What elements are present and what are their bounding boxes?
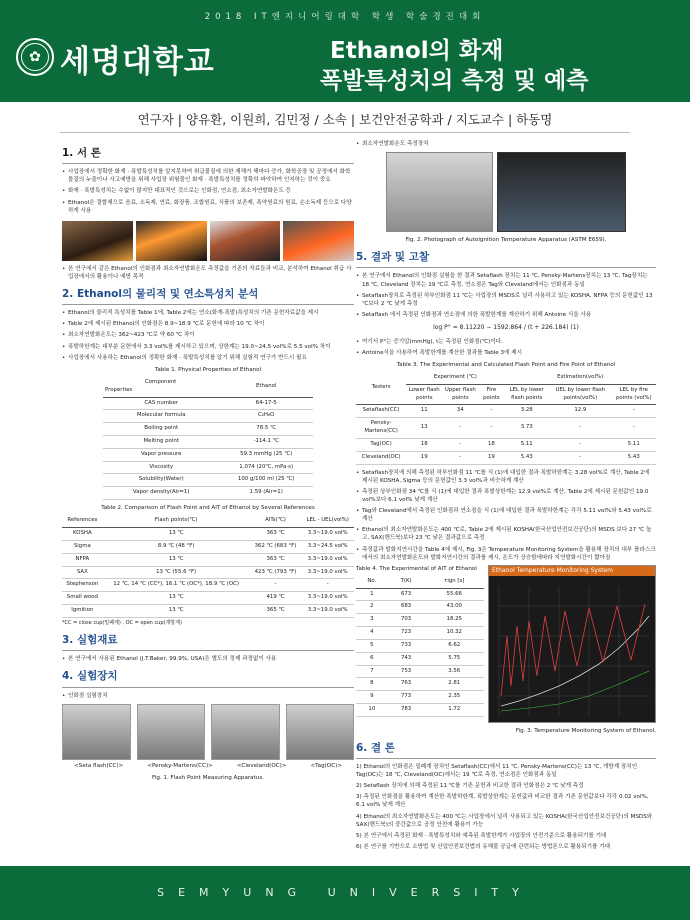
table-cell: Igmition bbox=[62, 605, 103, 618]
list-item: • 본 연구에서 같은 Ethanol의 인화점과 최소자연발화온도 측정값을 기존의 자료들과 비교, 분석하여 Ethanol 취급 사업장에서의 활용이나 예방 목적 bbox=[62, 265, 354, 281]
table4 bbox=[356, 576, 484, 717]
table-cell: 733 bbox=[388, 639, 425, 652]
table-cell: 3.3~19.0 vol% bbox=[301, 566, 354, 579]
table1-body bbox=[103, 397, 313, 500]
table-cell: 723 bbox=[388, 627, 425, 640]
table-cell: Boiling point bbox=[103, 423, 219, 436]
table4-block bbox=[356, 565, 484, 723]
table-cell: 3.3~19.0 vol% bbox=[301, 528, 354, 541]
table-cell: 3.56 bbox=[425, 665, 485, 678]
table1 bbox=[103, 377, 313, 500]
table-cell: C₂H₆O bbox=[219, 410, 313, 423]
table-cell: 59.3 mmHg (25 ℃) bbox=[219, 448, 313, 461]
table-cell: Setaflash(CC) bbox=[356, 405, 406, 418]
table-cell: SAX bbox=[62, 566, 103, 579]
table3 bbox=[356, 372, 656, 465]
apparatus-photo bbox=[211, 704, 280, 760]
table-cell: 703 bbox=[388, 614, 425, 627]
table-cell: 5.75 bbox=[425, 652, 485, 665]
table-row bbox=[103, 487, 313, 500]
list-item: • 측정된 상부인화점 34 ℃를 식 (1)에 대입한 결과 폭발상한계는 12.9 vol%로 계산, Table 2에 제시된 문헌값인 19.0 vol%보다 6.1 vol% 낮게 계산 bbox=[356, 488, 656, 504]
left-column bbox=[62, 140, 354, 785]
table-row bbox=[103, 423, 313, 436]
list-item: 4) Ethanol의 최소자연발화온도는 400 ℃는 사업장에서 널리 사용되고 있는 KOSHA(한국산업안전보건공단)의 MSDS와 SAX(핸드북)의 중간값으로 공정 안전에 활용이 가능 bbox=[356, 813, 653, 828]
event-title: 2018 IT엔지니어링대학 학생 학술경진대회 bbox=[204, 12, 486, 22]
list-item: • 사업장에서 사용하는 Ethanol의 정확한 화재 · 폭발특성치를 알기 위해 실험적 연구가 반드시 필요 bbox=[62, 354, 354, 362]
author-line: 연구자 | 양유환, 이원희, 김민정 / 소속 | 보건안전공학과 / 지도교수 | 하동명 bbox=[137, 112, 553, 127]
table-cell: 12.9 bbox=[549, 405, 611, 418]
list-item: • 여기서 P°는 증기압(mmHg), t는 측정된 인화점(℃)이다. bbox=[356, 338, 656, 346]
figure1-caption: Fig. 1. Flash Point Measuring Apparatus. bbox=[151, 774, 265, 781]
list-item: • Ethanol의 물리적 특성치를 Table 1에, Table 2에는 연소(화재·폭발)특성치의 기존 문헌자료값을 제시 bbox=[62, 309, 354, 317]
flash-point-apparatus-photos bbox=[62, 704, 354, 760]
table-cell: 2.81 bbox=[425, 678, 485, 691]
table-cell: 2.35 bbox=[425, 691, 485, 704]
list-item: 3) 측정된 인화점을 활용하여 계산한 폭발하한계, 폭발상한계는 문헌값과 비교한 결과 기존 문헌값보다 각각 0.02 vol%, 6.1 vol% 낮게 계산 bbox=[356, 794, 649, 809]
intro-bullets bbox=[62, 168, 354, 215]
table-cell: - bbox=[478, 405, 504, 418]
table-cell: 673 bbox=[388, 588, 425, 601]
table-header-cell bbox=[103, 377, 219, 397]
table-cell: 363 ℃ bbox=[250, 553, 302, 566]
list-item: • Setaflash 에서 측정된 인화점과 연소점에 의한 폭발한계를 계산하기 위해 Antoine 식을 사용 bbox=[356, 311, 656, 319]
table-cell: Solubility(Water) bbox=[103, 474, 219, 487]
table-cell: - bbox=[250, 579, 302, 592]
table-row bbox=[356, 704, 484, 717]
table-row bbox=[62, 579, 354, 592]
temperature-monitoring-chart bbox=[488, 565, 656, 723]
table-cell: - bbox=[549, 451, 611, 464]
table-header-cell: Lower flash points bbox=[406, 384, 442, 405]
table-row bbox=[356, 588, 484, 601]
table-header-group: Experiment (℃) bbox=[406, 372, 504, 384]
table-cell: 13 ℃ bbox=[103, 605, 250, 618]
antoine-equation: log P° = 8.11220 − 1592.864 / (t + 226.184) (1) bbox=[433, 323, 579, 331]
table-cell: Stephenson bbox=[62, 579, 103, 592]
fire-photo bbox=[136, 221, 207, 261]
table4-and-chart bbox=[356, 565, 656, 723]
list-item: • Table 2에 제시된 Ethanol의 인화점은 8.9~18.9 ℃로 문헌에 따라 10 ℃ 차이 bbox=[62, 320, 354, 328]
figure2-caption: Fig. 2. Photograph of Autoignition Temperature Apparatus (ASTM E659). bbox=[405, 237, 607, 244]
table-cell: 3 bbox=[356, 614, 388, 627]
fire-photo bbox=[283, 221, 354, 261]
list-item: 1) Ethanol의 인화점은 밀폐계 장치인 Setaflash(CC)에서 11 ℃, Pensky-Martens(CC)는 13 ℃, 개방계 장치인 Tag(OC)는 18 ℃, Cleveland(OC)에서는 19 ℃로 측정, 연소점은 인화점과 동일 bbox=[356, 764, 638, 779]
list-item: • 화재 · 폭발특성치는 수없이 많지만 대표적인 것으로는 인화점, 연소점, 최소자연발화온도 등 bbox=[62, 187, 354, 195]
table-cell: 13 ℃ bbox=[103, 528, 250, 541]
fire-photos bbox=[62, 221, 354, 261]
table-cell: - bbox=[442, 438, 478, 451]
table-cell: 3.3~19.0 vol% bbox=[301, 592, 354, 605]
apparatus-label: <Pensky-Martens(CC)> bbox=[147, 762, 213, 769]
poster-header bbox=[0, 0, 690, 102]
table-cell: 763 bbox=[388, 678, 425, 691]
list-item: • Setaflash장치로 측정된 하부인화점 11 ℃는 사업장의 MSDS로 널리 사용하고 있는 KOSHA, NFPA 등의 문헌값인 13 ℃보다 2 ℃ 낮게 측정 bbox=[356, 292, 656, 308]
table-cell: 10 bbox=[356, 704, 388, 717]
properties-bullets bbox=[62, 309, 354, 362]
table-row bbox=[356, 614, 484, 627]
table-header-cell: References bbox=[62, 515, 103, 527]
table-row bbox=[103, 410, 313, 423]
table-cell: 362 ℃ (683 °F) bbox=[250, 540, 302, 553]
table-header-cell: T(K) bbox=[388, 576, 425, 588]
table-row bbox=[62, 605, 354, 618]
table-cell: 3.73 bbox=[504, 418, 549, 439]
table-cell: 13 ℃ (55.6 °F) bbox=[103, 566, 250, 579]
poster-title-line1: Ethanol의 화재 bbox=[330, 38, 504, 64]
table-cell: 1.72 bbox=[425, 704, 485, 717]
table-cell: 11 bbox=[406, 405, 442, 418]
table-row bbox=[356, 665, 484, 678]
apparatus-label: <Tag(OC)> bbox=[310, 762, 342, 769]
table-cell: 8.9 ℃ (48 °F) bbox=[103, 540, 250, 553]
table-cell: 4 bbox=[356, 627, 388, 640]
table-cell: -114.1 ℃ bbox=[219, 436, 313, 449]
figure3-caption: Fig. 3. Temperature Monitoring System of Ethanol. bbox=[515, 727, 656, 734]
table2-caption: Table 2. Comparison of Flash Point and AIT of Ethanol by Several References bbox=[101, 505, 315, 512]
table-cell: Molecular formula bbox=[103, 410, 219, 423]
list-item: • 사업장에서 정확한 화재 · 폭발특성치를 알지못하여 취급물질에 의한 재해가 해마다 증가, 화학공장 및 공정에서 화학물질의 누출이나 사고예방을 위해 사업장 위험물인 화재 · 폭발특성치를 정확히 파악하여 인지하는 것이 중요 bbox=[62, 168, 354, 184]
table2-body bbox=[62, 528, 354, 618]
table-cell: Vapor density(Air=1) bbox=[103, 487, 219, 500]
table-row bbox=[103, 436, 313, 449]
table-cell: 34 bbox=[442, 405, 478, 418]
table-cell: - bbox=[549, 438, 611, 451]
table-header-row bbox=[356, 576, 484, 588]
table-row bbox=[62, 553, 354, 566]
table4-body bbox=[356, 588, 484, 716]
list-item: • Setaflash장치에 의해 측정된 하부인화점 11 ℃를 식 (1)에 대입한 결과 폭발하한계는 3.28 vol%로 계산, Table 2에 제시된 KOSHA, Sigma 등의 문헌값인 3.3 vol%과 비슷하게 계산 bbox=[356, 469, 656, 485]
table-cell: Sigma bbox=[62, 540, 103, 553]
poster-footer: SEMYUNG UNIVERSITY bbox=[0, 866, 690, 920]
list-item: • 최소자연발화온도 측정장치 bbox=[356, 140, 656, 148]
table-cell: 3.3~19.0 vol% bbox=[301, 553, 354, 566]
table-row bbox=[356, 691, 484, 704]
table-row bbox=[103, 461, 313, 474]
table-header-cell: τign [s] bbox=[425, 576, 485, 588]
table-row bbox=[62, 592, 354, 605]
table-cell: 2 bbox=[356, 601, 388, 614]
right-column bbox=[356, 140, 656, 854]
table-cell: 419 ℃ bbox=[250, 592, 302, 605]
table3-body bbox=[356, 405, 656, 464]
table-cell: 3.3~24.5 vol% bbox=[301, 540, 354, 553]
table-header-cell: No. bbox=[356, 576, 388, 588]
table-header-cell: Flash points(℃) bbox=[103, 515, 250, 527]
university-name: 세명대학교 bbox=[60, 44, 215, 80]
table-row bbox=[62, 566, 354, 579]
table-header-cell: LEL by fire points (vol%) bbox=[612, 384, 656, 405]
table-cell: 1 bbox=[356, 588, 388, 601]
table-cell: Small wood bbox=[62, 592, 103, 605]
table-header-component: Component bbox=[145, 378, 177, 385]
table-cell: 5.11 bbox=[504, 438, 549, 451]
table-cell: 5.43 bbox=[612, 451, 656, 464]
table-cell: Melting point bbox=[103, 436, 219, 449]
table-cell: 743 bbox=[388, 652, 425, 665]
chart-title: Ethanol Temperature Monitoring System bbox=[489, 566, 655, 576]
list-item: 5) 본 연구에서 측정된 화재 · 폭발특성치와 예측된 폭발한계가 사업장의 안전기준으로 활용되기를 기대 bbox=[356, 832, 607, 839]
table-cell: - bbox=[478, 418, 504, 439]
table-row bbox=[356, 639, 484, 652]
table-row bbox=[103, 397, 313, 410]
apparatus-photo bbox=[62, 704, 131, 760]
table2 bbox=[62, 515, 354, 618]
list-item: 6) 본 연구를 기반으로 소방법 및 산업안전보건법의 유해물 공급에 관련되는 방법론으로 활용되기를 기대 bbox=[356, 843, 611, 850]
university-seal-icon: ✿ bbox=[16, 38, 54, 76]
table-row bbox=[62, 540, 354, 553]
table-cell: 1.074 (20℃, mPa·s) bbox=[219, 461, 313, 474]
table-cell: 18.25 bbox=[425, 614, 485, 627]
list-item: • 인화점 실험장치 bbox=[62, 692, 354, 700]
table-header-cell: AITs(℃) bbox=[250, 515, 302, 527]
table1-caption: Table 1. Physical Properties of Ethanol bbox=[154, 366, 262, 373]
table-cell: - bbox=[612, 418, 656, 439]
table-cell: Viscosity bbox=[103, 461, 219, 474]
conclusion-list bbox=[356, 763, 656, 851]
table-header-row bbox=[62, 515, 354, 527]
table2-note: *CC = close cup(밀폐계) , OC = open cup(개방계) bbox=[62, 619, 182, 626]
table-header-cell: Testers bbox=[356, 372, 406, 405]
apparatus-label: <Seta flash(CC)> bbox=[73, 762, 124, 769]
table-cell: 55.66 bbox=[425, 588, 485, 601]
table-cell: 7 bbox=[356, 665, 388, 678]
ait-apparatus-photo bbox=[356, 152, 656, 232]
list-item: • Ethanol의 최소자연발화온도는 400 ℃로, Table 2에 제시된 KOSHA(한국산업안전보건공단)의 MSDS 보다 27 ℃ 높고, SAX(핸드북)보다 23 ℃ 낮은 결과값으로 측정 bbox=[356, 526, 656, 542]
table-row bbox=[356, 438, 656, 451]
table-cell: - bbox=[442, 418, 478, 439]
table-cell: 8 bbox=[356, 678, 388, 691]
list-item: • Tag와 Cleveland에서 측정된 인화점과 연소점을 식 (1)에 대입한 결과 폭발하한계는 각각 5.11 vol%와 5.43 vol%로 계산 bbox=[356, 507, 656, 523]
table-cell: - bbox=[612, 405, 656, 418]
table-cell: NFPA bbox=[62, 553, 103, 566]
table-row bbox=[356, 405, 656, 418]
apparatus-labels bbox=[62, 762, 354, 770]
divider bbox=[60, 132, 630, 133]
table-cell: 683 bbox=[388, 601, 425, 614]
table-cell: Cleveland(OC) bbox=[356, 451, 406, 464]
list-item: • Ethanol은 결합체으로 음료, 소독제, 연료, 화장품, 조합원료, 식품의 보존제, 폭약원료의 원료, 손소독제 등으로 다양하게 사용 bbox=[62, 199, 354, 215]
table-cell: 1.59 (Air=1) bbox=[219, 487, 313, 500]
table-header-cell: UEL by lower flash points(vol%) bbox=[549, 384, 611, 405]
list-item: • Antoine식을 사용하여 폭발한계를 계산한 결과를 Table 3에 제시 bbox=[356, 349, 656, 357]
table-cell: Pensky-Martens(CC) bbox=[356, 418, 406, 439]
monitor-photo bbox=[497, 152, 626, 232]
table-cell: 6.62 bbox=[425, 639, 485, 652]
table-cell: 19 bbox=[406, 451, 442, 464]
table-cell: 3.28 bbox=[504, 405, 549, 418]
table-row bbox=[356, 418, 656, 439]
fire-photo bbox=[210, 221, 281, 261]
table-cell: 3.3~19.0 vol% bbox=[301, 605, 354, 618]
table-header-cell: LEL by lower flash points bbox=[504, 384, 549, 405]
table-cell: - bbox=[549, 418, 611, 439]
table4-caption: Table 4. The Experimental of AIT of Ethanol bbox=[356, 565, 477, 572]
apparatus-photo bbox=[386, 152, 493, 232]
list-item: • 본 연구에서 Ethanol의 인화점 실험을 한 결과 Setaflash 장치는 11 ℃, Pensky-Martens장치는 13 ℃, Tag장치는 18 ℃, Cleveland 장치는 19 ℃로 측정, 연소점은 Tag와 Cleveland에서는 인화점과 동일 bbox=[356, 272, 656, 288]
table-cell: Vapor pressure bbox=[103, 448, 219, 461]
table3-caption: Table 3. The Experimental and Calculated Flash Point and Fire Point of Ethanol bbox=[396, 361, 616, 368]
table-cell: 13 bbox=[406, 418, 442, 439]
table-cell: 10.32 bbox=[425, 627, 485, 640]
list-item: • 본 연구에서 사용된 Ethanol (J.T.Baker, 99.9%, USA)은 별도의 정제 과정없이 사용 bbox=[62, 655, 354, 663]
table-cell: 423 ℃ (793 °F) bbox=[250, 566, 302, 579]
table-cell: 43.00 bbox=[425, 601, 485, 614]
table-cell: 18 bbox=[406, 438, 442, 451]
table-header-cell: Upper flash points bbox=[442, 384, 478, 405]
table-header-cell: LEL - UEL(vol%) bbox=[301, 515, 354, 527]
table-cell: 773 bbox=[388, 691, 425, 704]
table-row bbox=[62, 528, 354, 541]
table-row bbox=[356, 601, 484, 614]
table-cell: Tag(OC) bbox=[356, 438, 406, 451]
list-item: • 최소자연발화온도는 362~423 ℃로 약 60 ℃ 차이 bbox=[62, 331, 354, 339]
section-title-results: 5. 결과 및 고찰 bbox=[356, 250, 656, 268]
table-cell: 9 bbox=[356, 691, 388, 704]
table-cell: 783 bbox=[388, 704, 425, 717]
apparatus-photo bbox=[286, 704, 355, 760]
table-cell: 64-17-5 bbox=[219, 397, 313, 410]
section-title-materials: 3. 실험재료 bbox=[62, 633, 354, 651]
table-cell: 5.43 bbox=[504, 451, 549, 464]
table-header-properties: Properties bbox=[105, 386, 133, 393]
section-title-intro: 1. 서 론 bbox=[62, 146, 354, 164]
table-cell: KOSHA bbox=[62, 528, 103, 541]
table-cell: - bbox=[442, 451, 478, 464]
table-row bbox=[103, 448, 313, 461]
table-cell: 6 bbox=[356, 652, 388, 665]
table-cell: 100 g/100 ml (25 ℃) bbox=[219, 474, 313, 487]
section-title-properties: 2. Ethanol의 물리적 및 연소특성치 분석 bbox=[62, 287, 354, 305]
section-title-apparatus: 4. 실험장치 bbox=[62, 669, 354, 687]
table-cell: 753 bbox=[388, 665, 425, 678]
table-cell: 78.5 ℃ bbox=[219, 423, 313, 436]
list-item: • 폭발하한계는 대부분 문헌에서 3.3 vol%를 제시하고 있으며, 상한계는 19.0~24.5 vol%로 5.5 vol% 차이 bbox=[62, 343, 354, 351]
table-cell: CAS number bbox=[103, 397, 219, 410]
table-header-group: Estimation(vol%) bbox=[504, 372, 656, 384]
table-row bbox=[356, 451, 656, 464]
apparatus-label: <Cleveland(OC)> bbox=[236, 762, 287, 769]
table-cell: 5 bbox=[356, 639, 388, 652]
list-item: • 측정값과 발화지연시간을 Table 4에 제시, Fig. 3은 Temperature Monitoring System을 활용해 장치의 내부 플라스크에서의 최소자연발화온도와 발화지연시간의 결과를 제시, 온도가 상승함에따라 지연발화시간이 짧아짐 bbox=[356, 546, 656, 562]
table-cell: 363 ℃ bbox=[250, 528, 302, 541]
table-cell: 13 ℃ bbox=[103, 592, 250, 605]
table-cell: 365 ℃ bbox=[250, 605, 302, 618]
fire-photo bbox=[62, 221, 133, 261]
table-cell: 18 bbox=[478, 438, 504, 451]
table-row bbox=[103, 474, 313, 487]
table-row bbox=[356, 652, 484, 665]
poster-title-line2: 폭발특성치의 측정 및 예측 bbox=[320, 68, 589, 94]
table-cell: 13 ℃ bbox=[103, 553, 250, 566]
table-header-cell: Ethanol bbox=[219, 377, 313, 397]
table-row bbox=[356, 678, 484, 691]
chart-plot bbox=[489, 576, 653, 722]
list-item: 2) Setaflash 장치에 의해 측정된 11 ℃를 기존 문헌과 비교한 결과 인화점은 2 ℃ 낮게 측정 bbox=[356, 783, 584, 790]
table-cell: 5.11 bbox=[612, 438, 656, 451]
section-title-conclusion: 6. 결 론 bbox=[356, 741, 656, 759]
table-header-cell: Fire points bbox=[478, 384, 504, 405]
table-row bbox=[356, 627, 484, 640]
table-cell: - bbox=[301, 579, 354, 592]
table-cell: 12 ℃, 14 ℃ (CC*), 16.1 ℃ (OC*), 18.9 ℃ (OC) bbox=[103, 579, 250, 592]
table-cell: 19 bbox=[478, 451, 504, 464]
apparatus-photo bbox=[137, 704, 206, 760]
